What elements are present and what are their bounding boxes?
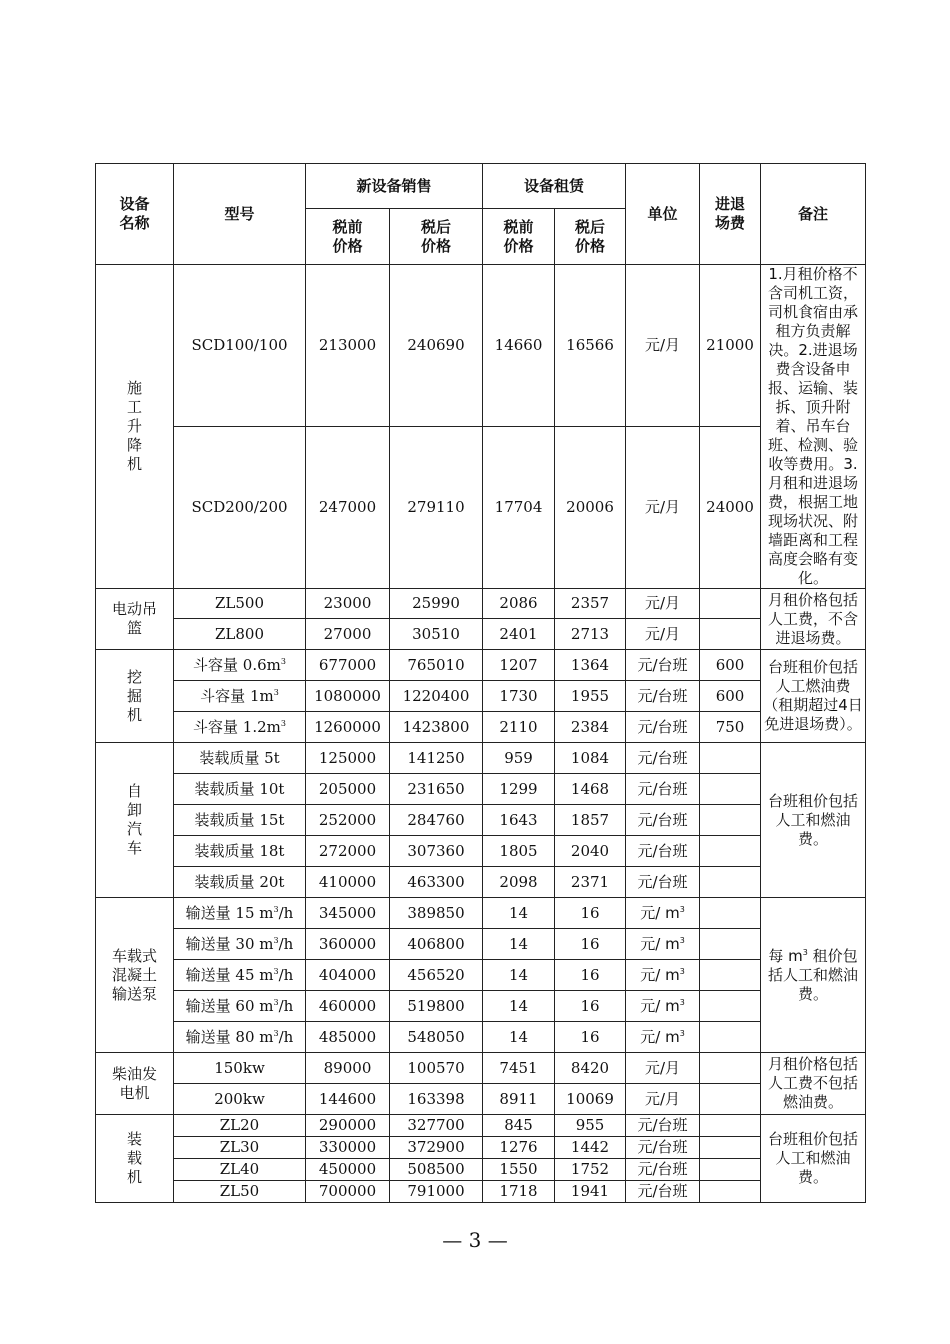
cell-rent-post: 8420 <box>555 1053 626 1084</box>
cell-rent-post: 10069 <box>555 1084 626 1115</box>
cell-rent-pre: 1276 <box>483 1137 555 1159</box>
table-row <box>96 743 866 774</box>
cell-rent-pre: 14 <box>483 1022 555 1053</box>
cell-rent-pre: 1299 <box>483 774 555 805</box>
cell-model: 斗容量 $1m^3$ <box>174 681 306 712</box>
cell-sale-pre: 272000 <box>306 836 390 867</box>
cell-model: 装载质量 10t <box>174 774 306 805</box>
cell-sale-pre: 330000 <box>306 1137 390 1159</box>
cell-model: 200kw <box>174 1084 306 1115</box>
cell-unit: 元/台班 <box>626 774 700 805</box>
cell-sale-post: 279110 <box>390 427 483 589</box>
note-lift: 1.月租价格不含司机工资，司机食宿由承租方负责解决。2.进退场费含设备申报、运输、装拆、顶升附着、吊车台班、检测、验收等费用。3.月租和进退场费，根据工地现场状况、附墙距离和工程高度会略有变化。 <box>761 265 866 589</box>
header-sale-pre: 税前价格 <box>306 209 390 265</box>
cell-unit: 元/台班 <box>626 1115 700 1137</box>
cell-fee <box>700 929 761 960</box>
cell-unit: 元/台班 <box>626 743 700 774</box>
cell-sale-pre: 1080000 <box>306 681 390 712</box>
cell-sale-post: 463300 <box>390 867 483 898</box>
note-truck: 台班租价包括人工和燃油费。 <box>761 743 866 898</box>
cell-unit: 元/台班 <box>626 681 700 712</box>
cell-sale-pre: 404000 <box>306 960 390 991</box>
header-sale-post: 税后价格 <box>390 209 483 265</box>
cell-sale-pre: 290000 <box>306 1115 390 1137</box>
cell-unit: 元/月 <box>626 265 700 427</box>
header-unit: 单位 <box>626 164 700 265</box>
cell-fee: 750 <box>700 712 761 743</box>
cell-rent-post: 2371 <box>555 867 626 898</box>
header-model: 型号 <box>174 164 306 265</box>
cell-unit: 元/台班 <box>626 867 700 898</box>
cell-sale-post: 327700 <box>390 1115 483 1137</box>
cell-rent-pre: 1643 <box>483 805 555 836</box>
cell-unit: 元/台班 <box>626 650 700 681</box>
cell-fee <box>700 867 761 898</box>
cell-fee <box>700 1115 761 1137</box>
cell-sale-post: 1423800 <box>390 712 483 743</box>
table-row <box>96 836 866 867</box>
group-name-pump: 车载式混凝土输送泵 <box>96 898 174 1053</box>
group-name-loader: 装载机 <box>96 1115 174 1203</box>
cell-sale-pre: 677000 <box>306 650 390 681</box>
header-rent-post: 税后价格 <box>555 209 626 265</box>
cell-rent-post: 1442 <box>555 1137 626 1159</box>
table-row <box>96 898 866 929</box>
cell-sale-pre: 213000 <box>306 265 390 427</box>
table-row <box>96 712 866 743</box>
cell-model: 输送量 30 $m^3/h$ <box>174 929 306 960</box>
note-loader: 台班租价包括人工和燃油费。 <box>761 1115 866 1203</box>
cell-sale-post: 100570 <box>390 1053 483 1084</box>
cell-sale-post: 231650 <box>390 774 483 805</box>
cell-rent-pre: 8911 <box>483 1084 555 1115</box>
cell-rent-post: 16 <box>555 929 626 960</box>
cell-rent-pre: 1805 <box>483 836 555 867</box>
header-remarks: 备注 <box>761 164 866 265</box>
group-name-excavator: 挖掘机 <box>96 650 174 743</box>
cell-rent-pre: 2098 <box>483 867 555 898</box>
cell-unit: 元/ $m^3$ <box>626 929 700 960</box>
cell-rent-post: 16 <box>555 898 626 929</box>
table-row <box>96 867 866 898</box>
cell-rent-pre: 14 <box>483 960 555 991</box>
cell-rent-pre: 845 <box>483 1115 555 1137</box>
note-basket: 月租价格包括人工费，不含进退场费。 <box>761 589 866 650</box>
cell-unit: 元/月 <box>626 589 700 619</box>
cell-unit: 元/台班 <box>626 712 700 743</box>
cell-rent-post: 16566 <box>555 265 626 427</box>
equipment-price-table <box>95 163 866 1203</box>
cell-sale-pre: 125000 <box>306 743 390 774</box>
cell-rent-pre: 14 <box>483 929 555 960</box>
table-row <box>96 265 866 427</box>
cell-sale-pre: 460000 <box>306 991 390 1022</box>
cell-sale-post: 1220400 <box>390 681 483 712</box>
cell-sale-post: 372900 <box>390 1137 483 1159</box>
table-row <box>96 929 866 960</box>
cell-fee <box>700 991 761 1022</box>
cell-sale-pre: 144600 <box>306 1084 390 1115</box>
cell-sale-post: 765010 <box>390 650 483 681</box>
cell-sale-pre: 700000 <box>306 1181 390 1203</box>
header-equip-name: 设备名称 <box>96 164 174 265</box>
cell-rent-post: 16 <box>555 991 626 1022</box>
table-row <box>96 960 866 991</box>
cell-model: 斗容量 $0.6m^3$ <box>174 650 306 681</box>
cell-fee <box>700 1022 761 1053</box>
cell-sale-pre: 247000 <box>306 427 390 589</box>
header-new-sales: 新设备销售 <box>306 164 483 209</box>
table-row <box>96 991 866 1022</box>
cell-fee <box>700 743 761 774</box>
cell-fee <box>700 1053 761 1084</box>
cell-fee <box>700 774 761 805</box>
cell-unit: 元/ $m^3$ <box>626 991 700 1022</box>
cell-fee <box>700 1137 761 1159</box>
cell-model: ZL40 <box>174 1159 306 1181</box>
cell-rent-post: 1857 <box>555 805 626 836</box>
table-row <box>96 427 866 589</box>
cell-sale-post: 406800 <box>390 929 483 960</box>
cell-rent-post: 1941 <box>555 1181 626 1203</box>
cell-unit: 元/台班 <box>626 805 700 836</box>
cell-unit: 元/月 <box>626 1053 700 1084</box>
cell-sale-pre: 27000 <box>306 619 390 650</box>
header-rental: 设备租赁 <box>483 164 626 209</box>
cell-sale-post: 240690 <box>390 265 483 427</box>
note-generator: 月租价格包括人工费不包括燃油费。 <box>761 1053 866 1115</box>
cell-rent-post: 955 <box>555 1115 626 1137</box>
cell-unit: 元/月 <box>626 619 700 650</box>
cell-rent-pre: 2401 <box>483 619 555 650</box>
cell-model: ZL800 <box>174 619 306 650</box>
cell-rent-post: 1752 <box>555 1159 626 1181</box>
cell-model: 装载质量 18t <box>174 836 306 867</box>
cell-model: 装载质量 15t <box>174 805 306 836</box>
group-name-generator: 柴油发电机 <box>96 1053 174 1115</box>
cell-fee <box>700 898 761 929</box>
cell-unit: 元/台班 <box>626 1159 700 1181</box>
table-row <box>96 1159 866 1181</box>
table-row <box>96 805 866 836</box>
cell-unit: 元/ $m^3$ <box>626 960 700 991</box>
table-row <box>96 774 866 805</box>
table-row <box>96 1137 866 1159</box>
cell-model: 输送量 45 $m^3/h$ <box>174 960 306 991</box>
cell-fee: 24000 <box>700 427 761 589</box>
cell-sale-post: 791000 <box>390 1181 483 1203</box>
table-row <box>96 589 866 619</box>
cell-sale-pre: 89000 <box>306 1053 390 1084</box>
cell-fee <box>700 589 761 619</box>
cell-fee <box>700 960 761 991</box>
cell-rent-pre: 2110 <box>483 712 555 743</box>
cell-rent-pre: 14 <box>483 898 555 929</box>
cell-rent-post: 2713 <box>555 619 626 650</box>
cell-sale-post: 30510 <box>390 619 483 650</box>
cell-model: 150kw <box>174 1053 306 1084</box>
cell-model: ZL500 <box>174 589 306 619</box>
cell-fee: 600 <box>700 681 761 712</box>
cell-model: SCD200/200 <box>174 427 306 589</box>
table-row <box>96 1181 866 1203</box>
cell-unit: 元/月 <box>626 1084 700 1115</box>
note-excavator: 台班租价包括人工燃油费（租期超过4日免进退场费）。 <box>761 650 866 743</box>
cell-fee: 600 <box>700 650 761 681</box>
cell-unit: 元/ $m^3$ <box>626 1022 700 1053</box>
cell-rent-pre: 17704 <box>483 427 555 589</box>
cell-rent-pre: 959 <box>483 743 555 774</box>
cell-fee <box>700 1084 761 1115</box>
cell-sale-pre: 485000 <box>306 1022 390 1053</box>
header-entry-fee: 进退场费 <box>700 164 761 265</box>
cell-model: 输送量 15 $m^3/h$ <box>174 898 306 929</box>
table-row <box>96 681 866 712</box>
cell-rent-post: 16 <box>555 960 626 991</box>
cell-sale-pre: 1260000 <box>306 712 390 743</box>
header-rent-pre: 税前价格 <box>483 209 555 265</box>
cell-rent-pre: 1730 <box>483 681 555 712</box>
cell-rent-post: 1955 <box>555 681 626 712</box>
cell-sale-post: 389850 <box>390 898 483 929</box>
cell-model: 输送量 80 $m^3/h$ <box>174 1022 306 1053</box>
page-number: — 3 — <box>442 1228 508 1252</box>
cell-model: 装载质量 5t <box>174 743 306 774</box>
cell-sale-post: 307360 <box>390 836 483 867</box>
cell-sale-post: 163398 <box>390 1084 483 1115</box>
header-row-1 <box>96 164 866 209</box>
cell-rent-post: 2384 <box>555 712 626 743</box>
cell-rent-pre: 7451 <box>483 1053 555 1084</box>
cell-unit: 元/ $m^3$ <box>626 898 700 929</box>
cell-model: ZL50 <box>174 1181 306 1203</box>
cell-sale-pre: 410000 <box>306 867 390 898</box>
cell-rent-pre: 14 <box>483 991 555 1022</box>
cell-model: ZL30 <box>174 1137 306 1159</box>
cell-sale-post: 25990 <box>390 589 483 619</box>
cell-sale-post: 519800 <box>390 991 483 1022</box>
cell-sale-post: 548050 <box>390 1022 483 1053</box>
cell-model: 装载质量 20t <box>174 867 306 898</box>
cell-fee <box>700 1159 761 1181</box>
cell-rent-pre: 1718 <box>483 1181 555 1203</box>
cell-sale-pre: 345000 <box>306 898 390 929</box>
cell-fee: 21000 <box>700 265 761 427</box>
cell-rent-post: 1468 <box>555 774 626 805</box>
cell-fee <box>700 1181 761 1203</box>
cell-sale-pre: 252000 <box>306 805 390 836</box>
cell-rent-post: 1084 <box>555 743 626 774</box>
cell-rent-post: 16 <box>555 1022 626 1053</box>
cell-unit: 元/台班 <box>626 1137 700 1159</box>
cell-sale-pre: 360000 <box>306 929 390 960</box>
cell-rent-post: 1364 <box>555 650 626 681</box>
cell-fee <box>700 805 761 836</box>
cell-model: 输送量 60 $m^3/h$ <box>174 991 306 1022</box>
cell-fee <box>700 619 761 650</box>
table-row <box>96 1053 866 1084</box>
cell-unit: 元/台班 <box>626 836 700 867</box>
group-name-basket: 电动吊篮 <box>96 589 174 650</box>
cell-rent-pre: 2086 <box>483 589 555 619</box>
cell-rent-post: 2040 <box>555 836 626 867</box>
cell-sale-post: 141250 <box>390 743 483 774</box>
cell-model: SCD100/100 <box>174 265 306 427</box>
cell-rent-pre: 14660 <box>483 265 555 427</box>
cell-model: ZL20 <box>174 1115 306 1137</box>
cell-fee <box>700 836 761 867</box>
group-name-truck: 自卸汽车 <box>96 743 174 898</box>
cell-model: 斗容量 $1.2m^3$ <box>174 712 306 743</box>
table-row <box>96 1084 866 1115</box>
table-row <box>96 619 866 650</box>
table-row <box>96 650 866 681</box>
table-row <box>96 1022 866 1053</box>
group-name-lift: 施工升降机 <box>96 265 174 589</box>
table-row <box>96 1115 866 1137</box>
note-pump: 每 $m^3$ 租价包括人工和燃油费。 <box>761 898 866 1053</box>
cell-sale-pre: 205000 <box>306 774 390 805</box>
cell-rent-post: 2357 <box>555 589 626 619</box>
cell-rent-pre: 1550 <box>483 1159 555 1181</box>
cell-unit: 元/月 <box>626 427 700 589</box>
cell-unit: 元/台班 <box>626 1181 700 1203</box>
cell-sale-post: 508500 <box>390 1159 483 1181</box>
cell-sale-post: 284760 <box>390 805 483 836</box>
cell-rent-post: 20006 <box>555 427 626 589</box>
cell-sale-post: 456520 <box>390 960 483 991</box>
cell-sale-pre: 23000 <box>306 589 390 619</box>
cell-rent-pre: 1207 <box>483 650 555 681</box>
cell-sale-pre: 450000 <box>306 1159 390 1181</box>
